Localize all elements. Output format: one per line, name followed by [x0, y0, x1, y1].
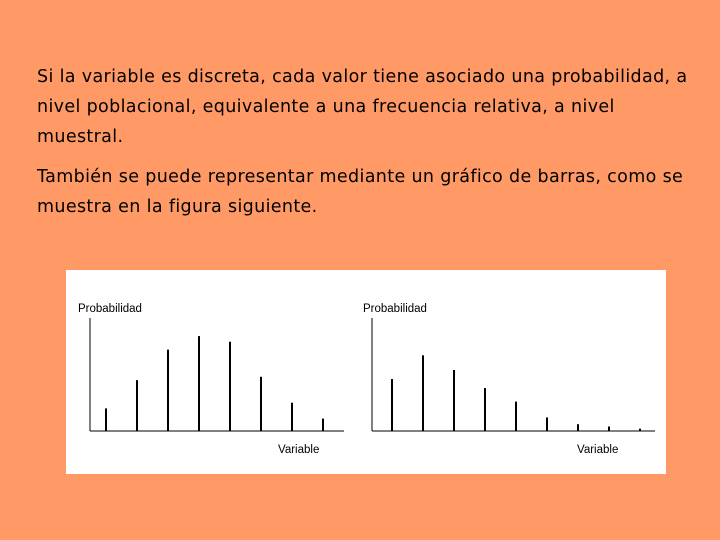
bar-charts-figure: [66, 270, 666, 474]
paragraph-discrete-probability: Si la variable es discreta, cada valor tiene asociado una probabilidad, a nivel poblacional, equivalente a una frecuencia relativa, a nivel muestral.: [37, 67, 688, 147]
bar-charts-svg: [66, 270, 666, 474]
slide-text: [37, 62, 697, 222]
chart-2-y-axis-label: Probabilidad: [363, 303, 427, 315]
paragraph-bar-chart-intro: También se puede representar mediante un gráfico de barras, como se muestra en la figura siguiente.: [37, 167, 684, 217]
chart-2-x-axis-label: Variable: [577, 444, 619, 456]
chart-1-x-axis-label: Variable: [278, 444, 320, 456]
chart-1-y-axis-label: Probabilidad: [78, 303, 142, 315]
